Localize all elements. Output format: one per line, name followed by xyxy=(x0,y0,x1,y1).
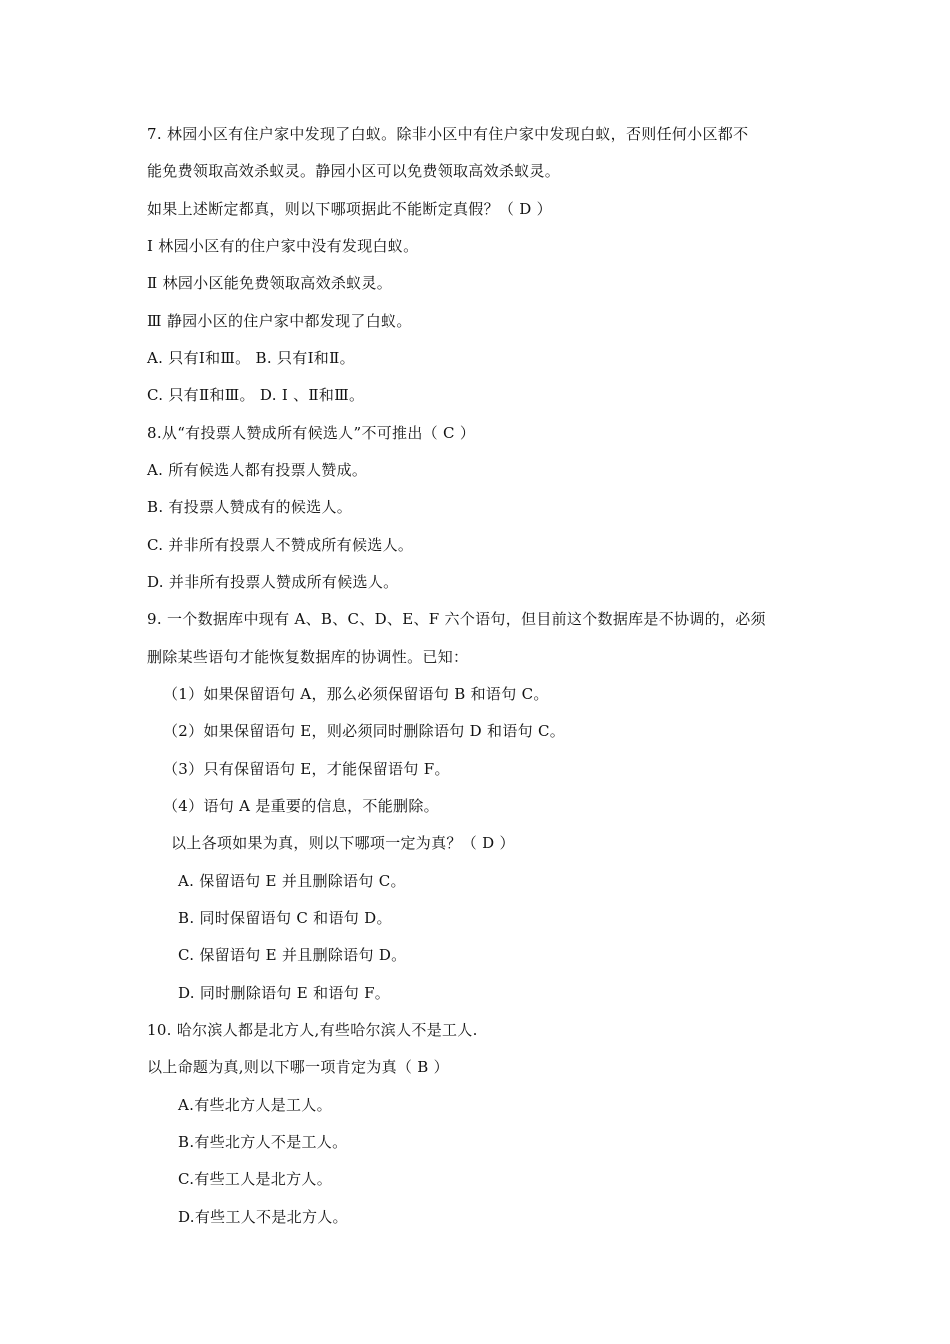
q7-statement-1: Ⅰ 林园小区有的住户家中没有发现白蚁。 xyxy=(147,237,419,255)
q9-condition-3: （3）只有保留语句 E，才能保留语句 F。 xyxy=(163,760,450,778)
q7-stem-line-1: 7. 林园小区有住户家中发现了白蚁。除非小区中有住户家中发现白蚁，否则任何小区都不 xyxy=(147,125,749,143)
q8-option-a: A. 所有候选人都有投票人赞成。 xyxy=(147,461,368,479)
q7-options-cd: C. 只有Ⅱ和Ⅲ。 D. Ⅰ 、Ⅱ和Ⅲ。 xyxy=(147,386,365,404)
q10-stem: 10. 哈尔滨人都是北方人,有些哈尔滨人不是工人. xyxy=(147,1021,478,1039)
q9-stem-line-1: 9. 一个数据库中现有 A、B、C、D、E、F 六个语句，但目前这个数据库是不协调的，必须 xyxy=(147,610,766,628)
q10-question: 以上命题为真,则以下哪一项肯定为真（ B ） xyxy=(147,1058,449,1076)
q8-option-d: D. 并非所有投票人赞成所有候选人。 xyxy=(147,573,399,591)
q9-option-b: B. 同时保留语句 C 和语句 D。 xyxy=(178,909,392,927)
q7-question: 如果上述断定都真，则以下哪项据此不能断定真假？（ D ） xyxy=(147,200,552,218)
q7-stem-line-2: 能免费领取高效杀蚁灵。静园小区可以免费领取高效杀蚁灵。 xyxy=(147,162,561,180)
q7-statement-2: Ⅱ 林园小区能免费领取高效杀蚁灵。 xyxy=(147,274,393,292)
q10-option-a: A.有些北方人是工人。 xyxy=(178,1096,332,1114)
q9-option-c: C. 保留语句 E 并且删除语句 D。 xyxy=(178,946,407,964)
q8-question: 8.从“有投票人赞成所有候选人”不可推出（ C ） xyxy=(147,424,476,442)
q8-option-c: C. 并非所有投票人不赞成所有候选人。 xyxy=(147,536,414,554)
q9-option-a: A. 保留语句 E 并且删除语句 C。 xyxy=(178,872,406,890)
q9-condition-4: （4）语句 A 是重要的信息，不能删除。 xyxy=(163,797,439,815)
q10-option-d: D.有些工人不是北方人。 xyxy=(178,1208,348,1226)
q9-option-d: D. 同时删除语句 E 和语句 F。 xyxy=(178,984,391,1002)
q8-option-b: B. 有投票人赞成有的候选人。 xyxy=(147,498,353,516)
q7-statement-3: Ⅲ 静园小区的住户家中都发现了白蚁。 xyxy=(147,312,412,330)
q7-options-ab: A. 只有Ⅰ和Ⅲ。 B. 只有Ⅰ和Ⅱ。 xyxy=(147,349,355,367)
q10-option-c: C.有些工人是北方人。 xyxy=(178,1170,333,1188)
q10-option-b: B.有些北方人不是工人。 xyxy=(178,1133,348,1151)
q9-question: 以上各项如果为真，则以下哪项一定为真？（ D ） xyxy=(171,834,515,852)
q9-stem-line-2: 删除某些语句才能恢复数据库的协调性。已知： xyxy=(147,648,469,666)
q9-condition-2: （2）如果保留语句 E，则必须同时删除语句 D 和语句 C。 xyxy=(163,722,566,740)
q9-condition-1: （1）如果保留语句 A，那么必须保留语句 B 和语句 C。 xyxy=(163,685,549,703)
